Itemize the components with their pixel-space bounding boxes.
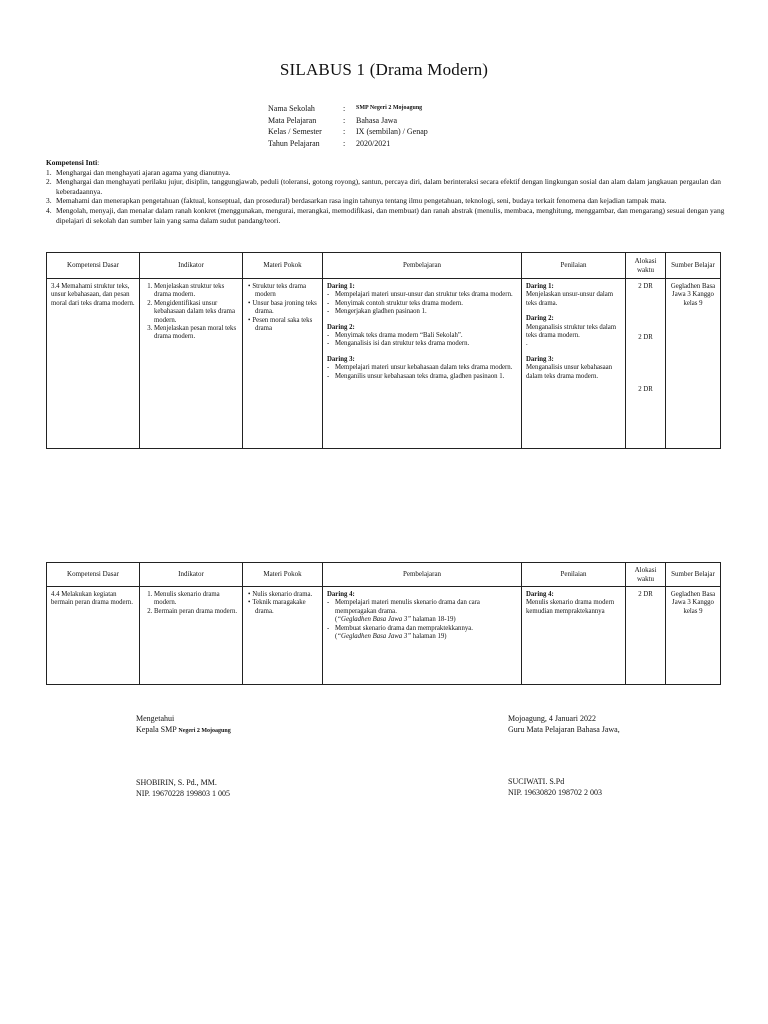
sign-left-nip: NIP. 19670228 199803 1 005 [136,788,231,798]
info-label: Nama Sekolah [268,104,315,113]
info-row-year: Tahun Pelajaran : 2020/2021 [268,138,391,148]
pembelajaran-cell: Daring 4: - Mempelajari materi menulis skenario drama dan cara memperagakan drama. (“Gegladhen Basa Jawa 3” halaman 18-19) - Membuat skenario drama dan mempraktekkannya. (“Gegladhen Basa Jawa 3” halaman 19) [323,587,522,685]
materi-cell: • Struktur teks drama modern • Unsur basa jroning teks drama. • Pesen moral saka teks drama [243,279,323,449]
sumber-cell: Gegladhen Basa Jawa 3 Kanggo kelas 9 [666,587,721,685]
info-label: Kelas / Semester [268,127,322,136]
kd-cell: 3.4 Memahami struktur teks, unsur kebahasaan, dan pesan moral dari teks drama modern. [47,279,140,449]
materi-cell: • Nulis skenario drama. • Teknik maragakake drama. [243,587,323,685]
col-header: Pembelajaran [323,563,522,587]
kompetensi-inti: Kompetensi Inti: 1. Menghargai dan menghayati ajaran agama yang dianutnya. 2. Menghargai dan menghayati perilaku jujur, disiplin, tanggungjawab, peduli (toleransi, gotong royong), santun, percaya diri, dalam berinteraksi secara efektif dengan lingkungan sosial dan alam dalam jangkauan pergaulan dan keberadaannya. 3. Memahami dan menerapkan pengetahuan (faktual, konseptual, dan prosedural) berdasarkan rasa ingin tahunya tentang ilmu pengetahuan, teknologi, seni, budaya terkait fenomena dan kejadian tampak mata. 4. Mengolah, menyaji, dan menalar dalam ranah konkret (menggunakan, mengurai, merangkai, memodifikasi, dan membuat) dan ranah abstrak (menulis, membaca, menghitung, menggambar, dan mengarang) sesuai dengan yang dipelajari di sekolah dan sumber lain yang sama dalam sudut pandang/teori. [46,158,725,225]
table-header-row [47,253,721,279]
alokasi-cell: 2 DR 2 DR 2 DR [626,279,666,449]
penilaian-cell: Daring 4: Menulis skenario drama modern kemudian mempraktekannya [522,587,626,685]
kd-cell: 4.4 Melakukan kegiatan bermain peran drama modern. [47,587,140,685]
syllabus-table-1 [46,252,721,449]
col-header: Kompetensi Dasar [47,563,140,587]
col-header: Indikator [140,253,243,279]
alokasi-cell: 2 DR [626,587,666,685]
penilaian-cell: Daring 1: Menjelaskan unsur-unsur dalam teks drama. Daring 2: Menganalisis struktur teks dalam teks drama modern. . Daring 3: Menganalisis unsur kebahasaan dalam teks drama modern. [522,279,626,449]
col-header: Sumber Belajar [666,563,721,587]
info-label: Tahun Pelajaran [268,138,320,148]
info-value: 2020/2021 [356,138,391,148]
info-row-subject: Mata Pelajaran : Bahasa Jawa [268,115,398,125]
col-header: Alokasi waktu [626,563,666,587]
sign-right-nip: NIP. 19630820 198702 2 003 [508,787,603,797]
sign-right-name: SUCIWATI. S.Pd [508,777,565,786]
info-row-class: Kelas / Semester : IX (sembilan) / Genap [268,127,428,136]
info-label: Mata Pelajaran [268,115,317,125]
col-header: Kompetensi Dasar [47,253,140,279]
sumber-cell: Gegladhen Basa Jawa 3 Kanggo kelas 9 [666,279,721,449]
syllabus-table-2 [46,562,721,685]
school-info [268,103,428,149]
signature-left [136,714,231,799]
ki-item: 4. Mengolah, menyaji, dan menalar dalam ranah konkret (menggunakan, mengurai, merangkai, memodifikasi, dan membuat) dan ranah abstrak (menulis, membaca, menghitung, menggambar, dan mengarang) sesuai dengan yang dipelajari di sekolah dan sumber lain yang sama dalam sudut pandang/teori. [46,205,725,225]
sign-right-line1: Mojoagung, 4 Januari 2022 [508,714,596,723]
indikator-cell: 1. Menjelaskan struktur teks drama modern. 2. Mengidentifikasi unsur kebahasaan dalam teks drama modern. 3. Menjelaskan pesan moral teks drama modern. [140,279,243,449]
info-value: Bahasa Jawa [356,115,398,125]
table-row [47,587,721,685]
signature-right [508,714,620,798]
col-header: Indikator [140,563,243,587]
ki-item: 3. Memahami dan menerapkan pengetahuan (faktual, konseptual, dan prosedural) berdasarkan rasa ingin tahunya tentang ilmu pengetahuan, teknologi, seni, budaya terkait fenomena dan kejadian tampak mata. [46,196,667,206]
col-header: Alokasi waktu [626,253,666,279]
sign-left-line2: Kepala SMP Negeri 2 Mojoagung [136,724,231,734]
sign-left-name: SHOBIRIN, S. Pd., MM. [136,778,217,787]
col-header: Sumber Belajar [666,253,721,279]
ki-item: 1. Menghargai dan menghayati ajaran agama yang dianutnya. [46,167,231,177]
info-value: IX (sembilan) / Genap [356,127,428,136]
ki-heading: Kompetensi Inti [46,158,98,167]
indikator-cell: 1. Menulis skenario drama modern. 2. Bermain peran drama modern. [140,587,243,685]
sign-right-line2: Guru Mata Pelajaran Bahasa Jawa, [508,724,620,734]
col-header: Penilaian [522,563,626,587]
info-value: SMP Negeri 2 Mojoagung [356,105,423,111]
col-header: Materi Pokok [243,253,323,279]
col-header: Penilaian [522,253,626,279]
sign-left-line1: Mengetahui [136,714,175,723]
page-title: SILABUS 1 (Drama Modern) [279,60,489,79]
table-header-row [47,563,721,587]
table-row [47,279,721,449]
ki-item: 2. Menghargai dan menghayati perilaku jujur, disiplin, tanggungjawab, peduli (toleransi, gotong royong), santun, percaya diri, dalam berinteraksi secara efektif dengan lingkungan sosial dan alam dalam jangkauan pergaulan dan keberadaannya. [46,177,721,196]
col-header: Materi Pokok [243,563,323,587]
col-header: Pembelajaran [323,253,522,279]
info-row-school: Nama Sekolah : SMP Negeri 2 Mojoagung [268,104,423,113]
pembelajaran-cell: Daring 1: - Mempelajari materi unsur-unsur dan struktur teks drama modern. - Menyimak contoh struktur teks drama modern. - Mengerjakan gladhen pasinaon 1. Daring 2: - Menyimak teks drama modern “Bali Sekolah”. - Menganalisis isi dan struktur teks drama modern. Daring 3: - Mempelajari materi unsur kebahasaan dalam teks drama modern. - Menganilis unsur kebahasaan teks drama, gladhen pasinaon 1. [323,279,522,449]
